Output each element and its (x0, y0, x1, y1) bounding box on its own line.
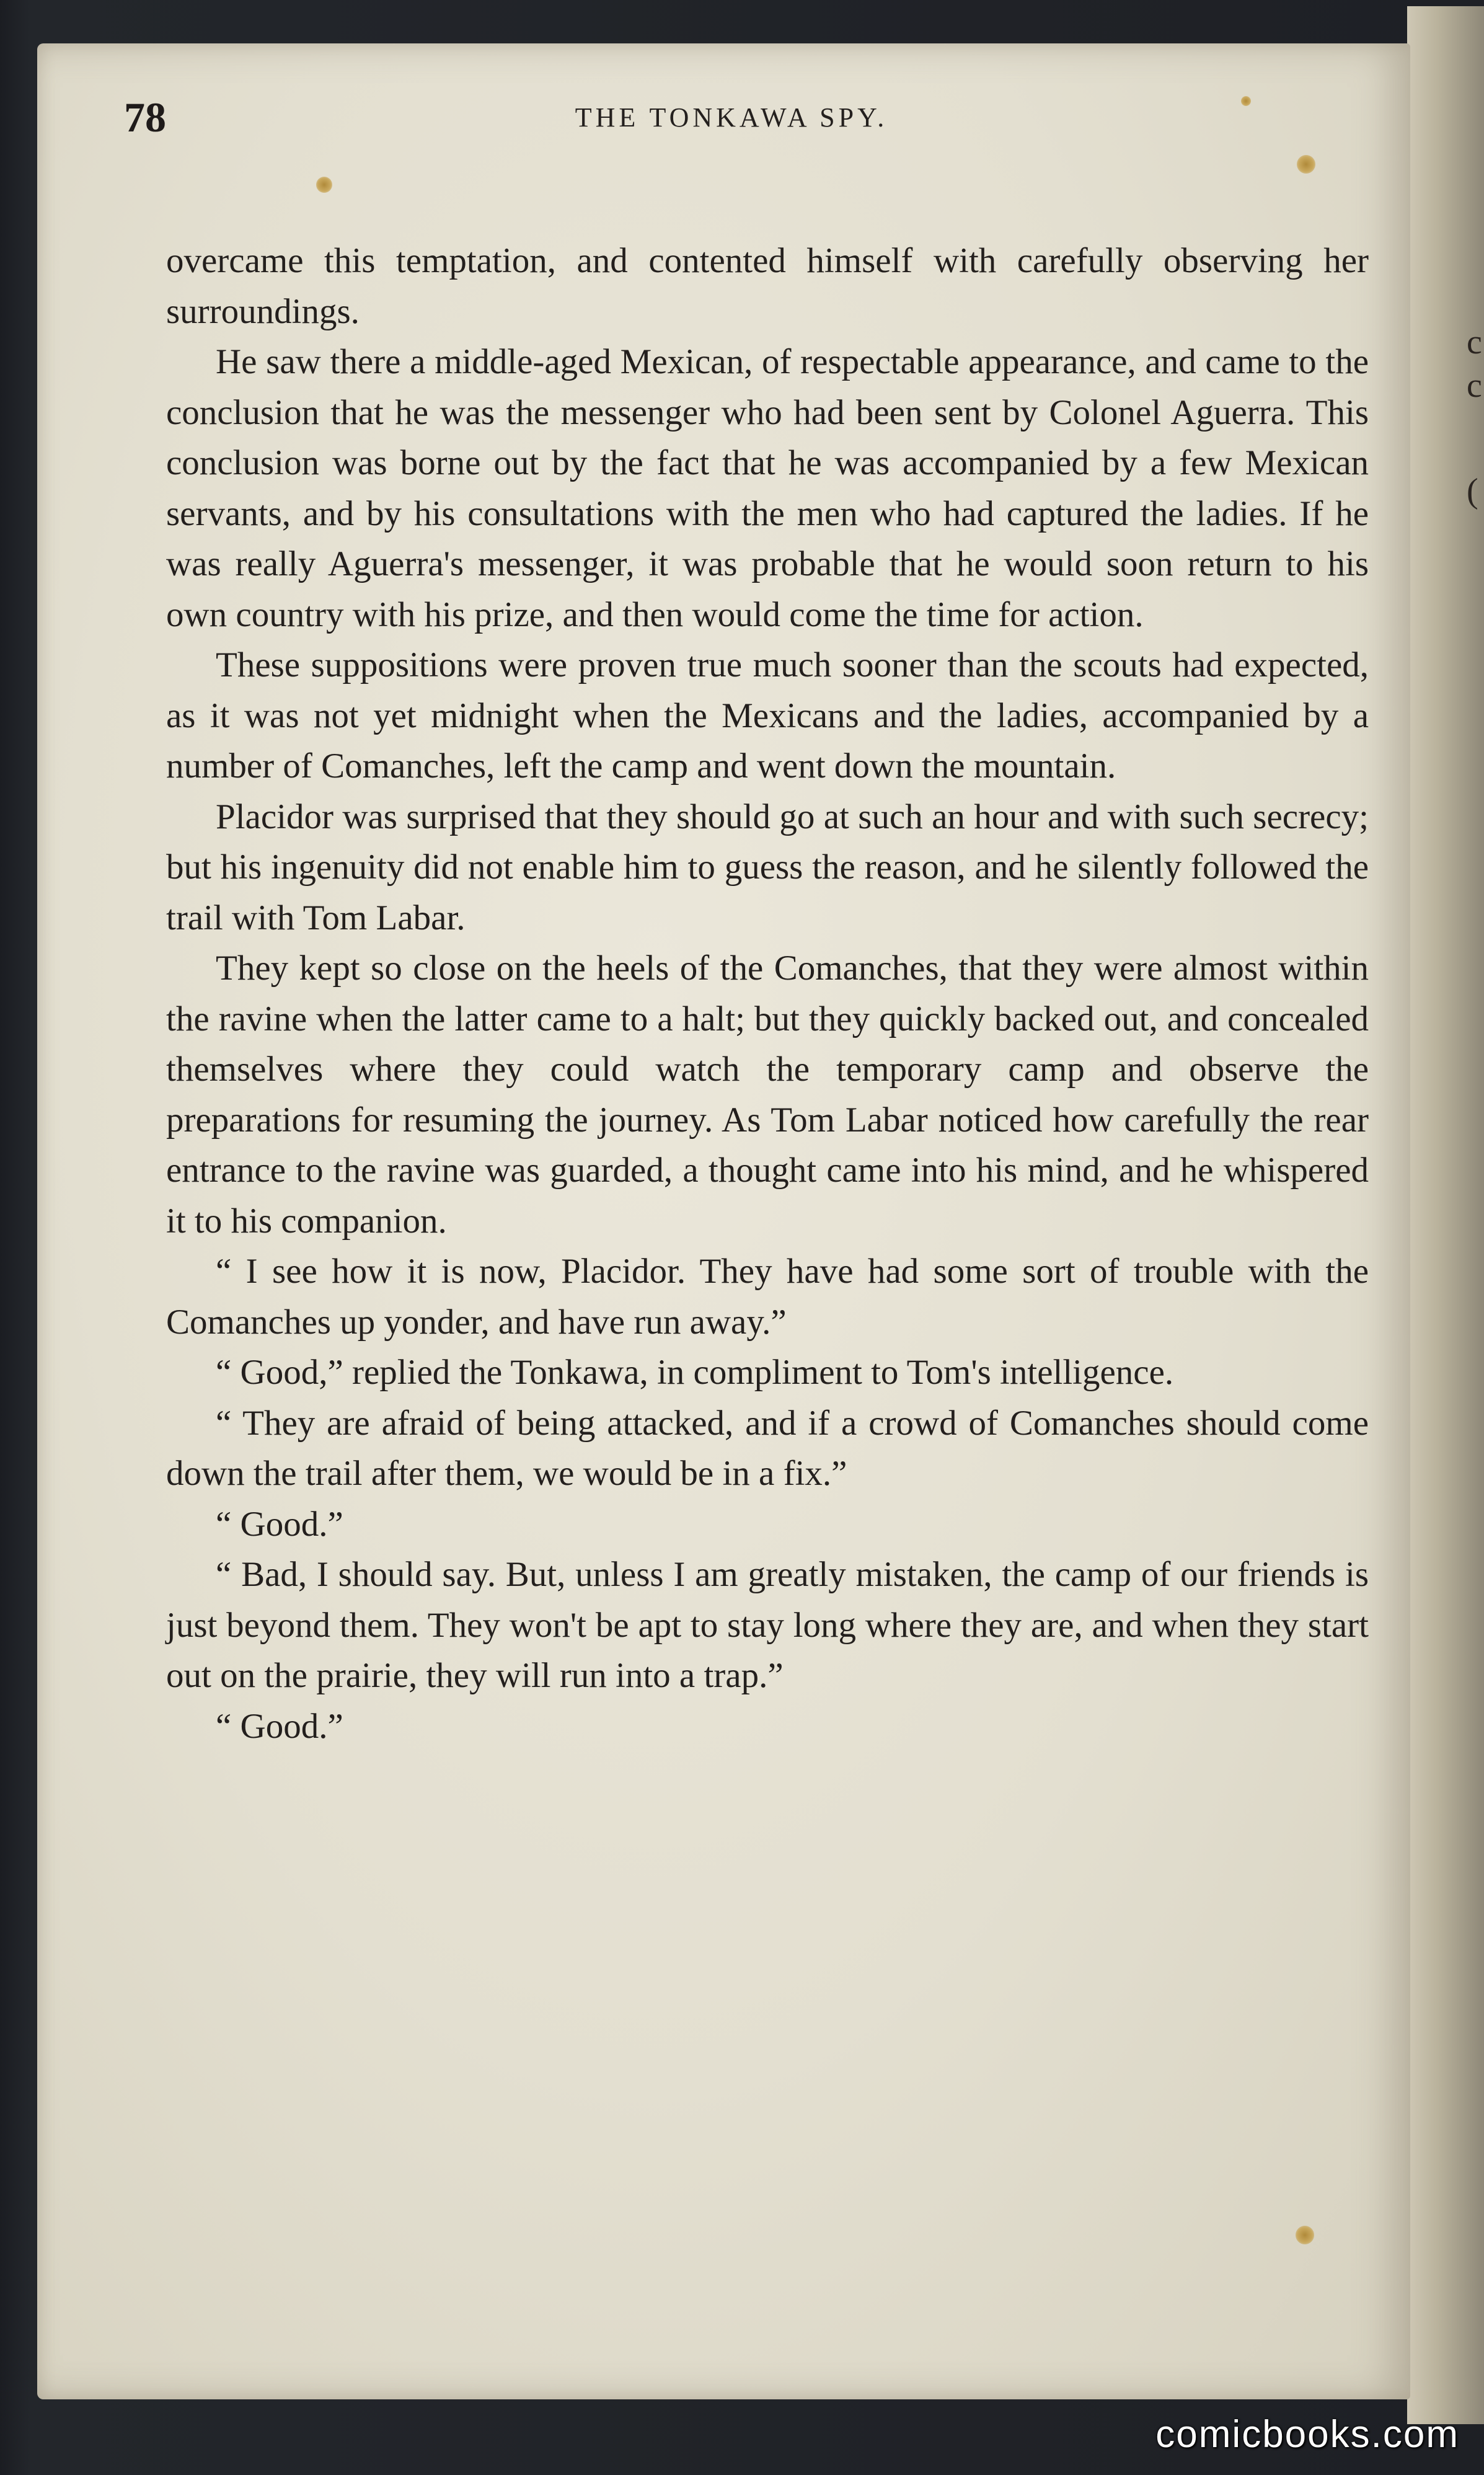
next-page-letter: c (1467, 323, 1482, 361)
running-head: THE TONKAWA SPY. (575, 102, 888, 133)
next-page-letter: ( (1467, 472, 1478, 510)
foxing-spot (1296, 2226, 1314, 2244)
paragraph: “ Bad, I should say. But, unless I am greatly mistaken, the camp of our friends is just beyond them. They won't be apt to stay long where they are, and when they start out on the prairie, they will run into a trap.” (166, 1555, 1369, 1695)
paragraph: “ Good.” (216, 1504, 343, 1544)
watermark: comicbooks.com (1155, 2413, 1459, 2456)
paragraph: overcame this temptation, and contented himself with carefully observing her surroundings. (166, 241, 1369, 331)
paragraph: Placidor was surprised that they should go at such an hour and with such secrecy; but his ingenuity did not enable him to guess the reason, and he silently followed the trail with Tom Labar. (166, 797, 1369, 937)
paragraph: “ I see how it is now, Placidor. They have had some sort of trouble with the Comanches up yonder, and have run away.” (166, 1252, 1369, 1342)
paragraph: “ Good.” (216, 1706, 343, 1746)
page-header (124, 93, 1339, 167)
page-number: 78 (124, 94, 166, 141)
paragraph: He saw there a middle-aged Mexican, of respectable appearance, and came to the conclusion that he was the messenger who had been sent by Colonel Aguerra. This conclusion was borne out by the fact that he was accompanied by a few Mexican servants, and by his consultations with the men who had captured the ladies. If he was really Aguerra's messenger, it was probable that he would soon return to his own country with his prize, and then would come the time for action. (166, 342, 1369, 634)
body-text (166, 236, 1369, 1751)
paragraph: “ They are afraid of being attacked, and if a crowd of Comanches should come down the trail after them, we would be in a fix.” (166, 1403, 1369, 1493)
paragraph: They kept so close on the heels of the Comanches, that they were almost within the ravine when the latter came to a halt; but they quickly backed out, and concealed themselves where they could watch the temporary camp and observe the preparations for resuming the journey. As Tom Labar noticed how carefully the rear entrance to the ravine was guarded, a thought came into his mind, and he whispered it to his companion. (166, 949, 1369, 1241)
paragraph: “ Good,” replied the Tonkawa, in compliment to Tom's intelligence. (216, 1353, 1174, 1392)
foxing-spot (316, 177, 332, 193)
paragraph: These suppositions were proven true much sooner than the scouts had expected, as it was not yet midnight when the Mexicans and the ladies, accompanied by a number of Comanches, left the camp and went down the mountain. (166, 645, 1369, 786)
next-page-letter: c (1467, 366, 1482, 405)
